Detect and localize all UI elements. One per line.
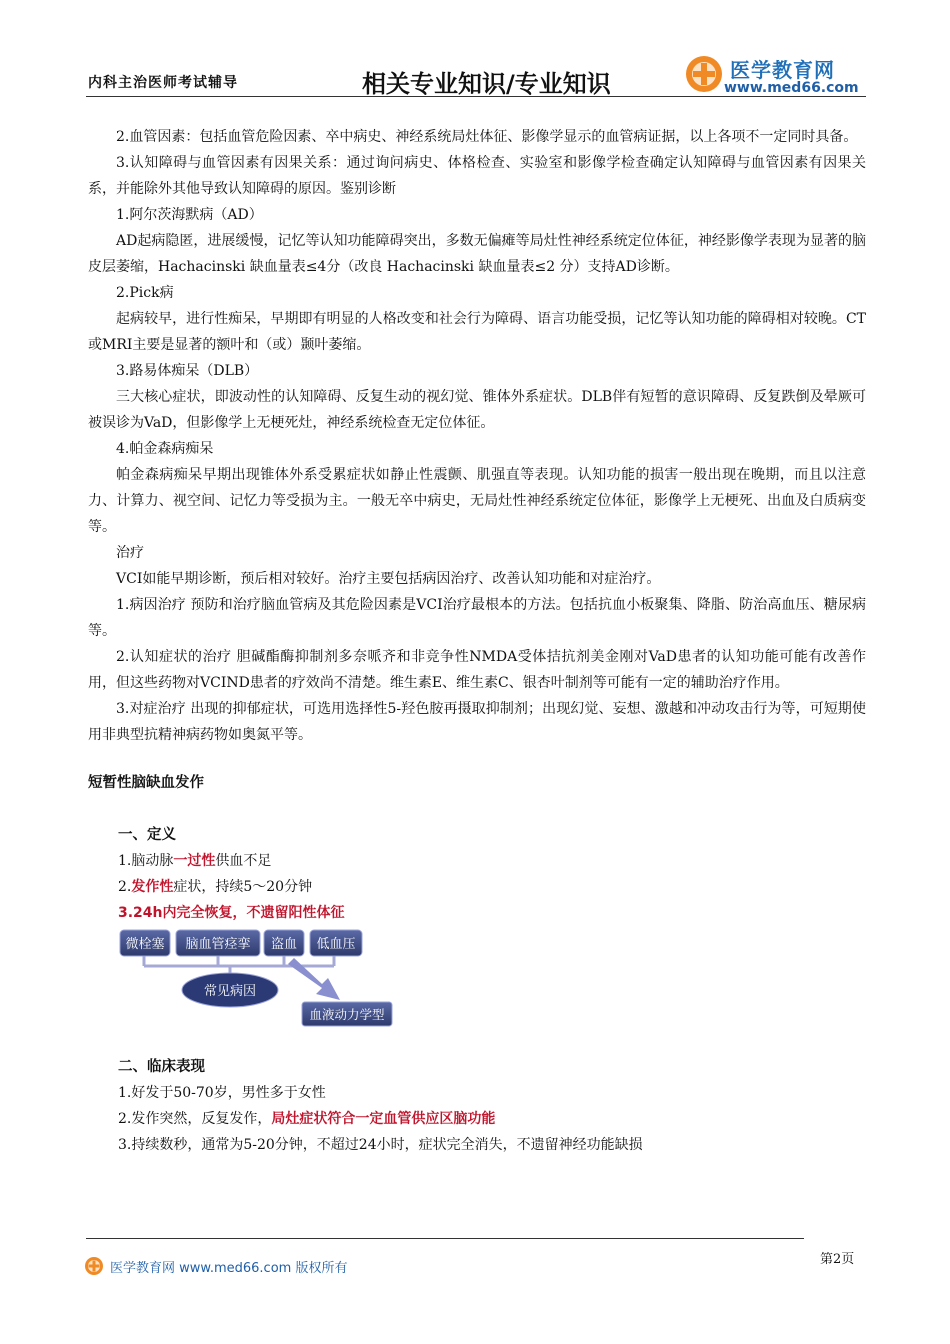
clinical-item: 1.好发于50-70岁，男性多于女性: [118, 1085, 326, 1101]
section-title: 短暂性脑缺血发作: [88, 775, 204, 791]
common-causes-ellipse: [182, 973, 278, 1007]
footer-divider: [86, 1238, 804, 1239]
brand-url[interactable]: www.med66.com: [724, 80, 859, 96]
svg-text:血液动力学型: 血液动力学型: [309, 1007, 385, 1022]
paragraph-heading: 治疗: [116, 545, 144, 561]
svg-text:脑血管痉挛: 脑血管痉挛: [185, 937, 251, 952]
paragraph: 起病较早，进行性痴呆，早期即有明显的人格改变和社会行为障碍、语言功能受损，记忆等认知功能的障碍相对较晚。CT或MRI主要是显著的额叶和（或）颞叶萎缩。: [88, 311, 866, 353]
brand-logo[interactable]: [684, 52, 864, 98]
cause-box: [264, 930, 304, 956]
highlight: 发作性: [131, 879, 174, 895]
page-number: 第2页: [820, 1252, 855, 1267]
clinical-item: 2.发作突然，反复发作，局灶症状符合一定血管供应区脑功能: [118, 1111, 496, 1127]
cause-box: [310, 930, 362, 956]
paragraph: VCI如能早期诊断，预后相对较好。治疗主要包括病因治疗、改善认知功能和对症治疗。: [116, 571, 661, 587]
highlight: 局灶症状符合一定血管供应区脑功能: [271, 1111, 496, 1127]
paragraph-heading: 1.阿尔茨海默病（AD）: [116, 207, 263, 223]
diagram-arrow: [288, 958, 340, 1000]
cause-box: [120, 930, 170, 956]
paragraph: 2.认知症状的治疗 胆碱酯酶抑制剂多奈哌齐和非竞争性NMDA受体拮抗剂美金刚对VaD患者的认知功能可能有改善作用，但这些药物对VCIND患者的疗效尚不清楚。维生素E、维生素C、银杏叶制剂等可能有一定的辅助治疗作用。: [88, 649, 866, 691]
paragraph: 3.对症治疗 出现的抑郁症状，可选用选择性5-羟色胺再摄取抑制剂；出现幻觉、妄想、激越和冲动攻击行为等，可短期使用非典型抗精神病药物如奥氮平等。: [88, 701, 866, 743]
paragraph: 2.血管因素：包括血管危险因素、卒中病史、神经系统局灶体征、影像学显示的血管病证据，以上各项不一定同时具备。: [116, 129, 858, 145]
svg-text:常见病因: 常见病因: [203, 984, 257, 999]
subsection-heading: 二、临床表现: [118, 1059, 205, 1075]
footer-logo-icon: [84, 1256, 104, 1276]
hemodynamic-box: [302, 1002, 392, 1026]
subsection-heading: 一、定义: [118, 827, 176, 843]
definition-item: 2.发作性症状，持续5～20分钟: [118, 879, 313, 895]
causes-diagram: [118, 928, 418, 1032]
header-divider: [86, 96, 866, 97]
paragraph: 1.病因治疗 预防和治疗脑血管病及其危险因素是VCI治疗最根本的方法。包括抗血小板聚集、降脂、防治高血压、糖尿病等。: [88, 597, 866, 639]
paragraph: 3.认知障碍与血管因素有因果关系：通过询问病史、体格检查、实验室和影像学检查确定认知障碍与血管因素有因果关系，并能除外其他导致认知障碍的原因。鉴别诊断: [88, 155, 866, 197]
paragraph: 帕金森病痴呆早期出现锥体外系受累症状如静止性震颤、肌强直等表现。认知功能的损害一般出现在晚期，而且以注意力、计算力、视空间、记忆力等受损为主。一般无卒中病史，无局灶性神经系统定位体征，影像学上无梗死、出血及白质病变等。: [88, 467, 866, 535]
svg-text:盗血: 盗血: [270, 937, 298, 952]
clinical-item: 3.持续数秒，通常为5-20分钟，不超过24小时，症状完全消失，不遗留神经功能缺损: [118, 1137, 643, 1153]
paragraph-heading: 2.Pick病: [116, 285, 174, 301]
svg-text:微栓塞: 微栓塞: [125, 937, 165, 952]
paragraph-heading: 3.路易体痴呆（DLB）: [116, 363, 259, 379]
definition-item-highlight: 3.24h内完全恢复，不遗留阳性体征: [118, 905, 345, 921]
paragraph-heading: 4.帕金森病痴呆: [116, 441, 214, 457]
paragraph: AD起病隐匿，进展缓慢，记忆等认知功能障碍突出，多数无偏瘫等局灶性神经系统定位体征，神经影像学表现为显著的脑皮层萎缩，Hachacinski 缺血量表≤4分（改良 Hachacinski 缺血量表≤2 分）支持AD诊断。: [88, 233, 866, 275]
header-subject: 内科主治医师考试辅导: [88, 75, 238, 91]
definition-item: 1.脑动脉一过性供血不足: [118, 853, 272, 869]
page-title: 相关专业知识/专业知识: [362, 70, 611, 98]
svg-text:低血压: 低血压: [316, 937, 356, 952]
cause-box: [176, 930, 260, 956]
footer-copyright[interactable]: 医学教育网 www.med66.com 版权所有: [110, 1261, 348, 1276]
paragraph: 三大核心症状，即波动性的认知障碍、反复生动的视幻觉、锥体外系症状。DLB伴有短暂的意识障碍、反复跌倒及晕厥可被误诊为VaD，但影像学上无梗死灶，神经系统检查无定位体征。: [88, 389, 866, 431]
highlight: 一过性: [173, 853, 216, 869]
causes-diagram-svg: [118, 928, 418, 1032]
document-body: [88, 124, 866, 1158]
brand-logo-icon: [684, 54, 724, 94]
brand-name: 医学教育网: [730, 58, 835, 82]
